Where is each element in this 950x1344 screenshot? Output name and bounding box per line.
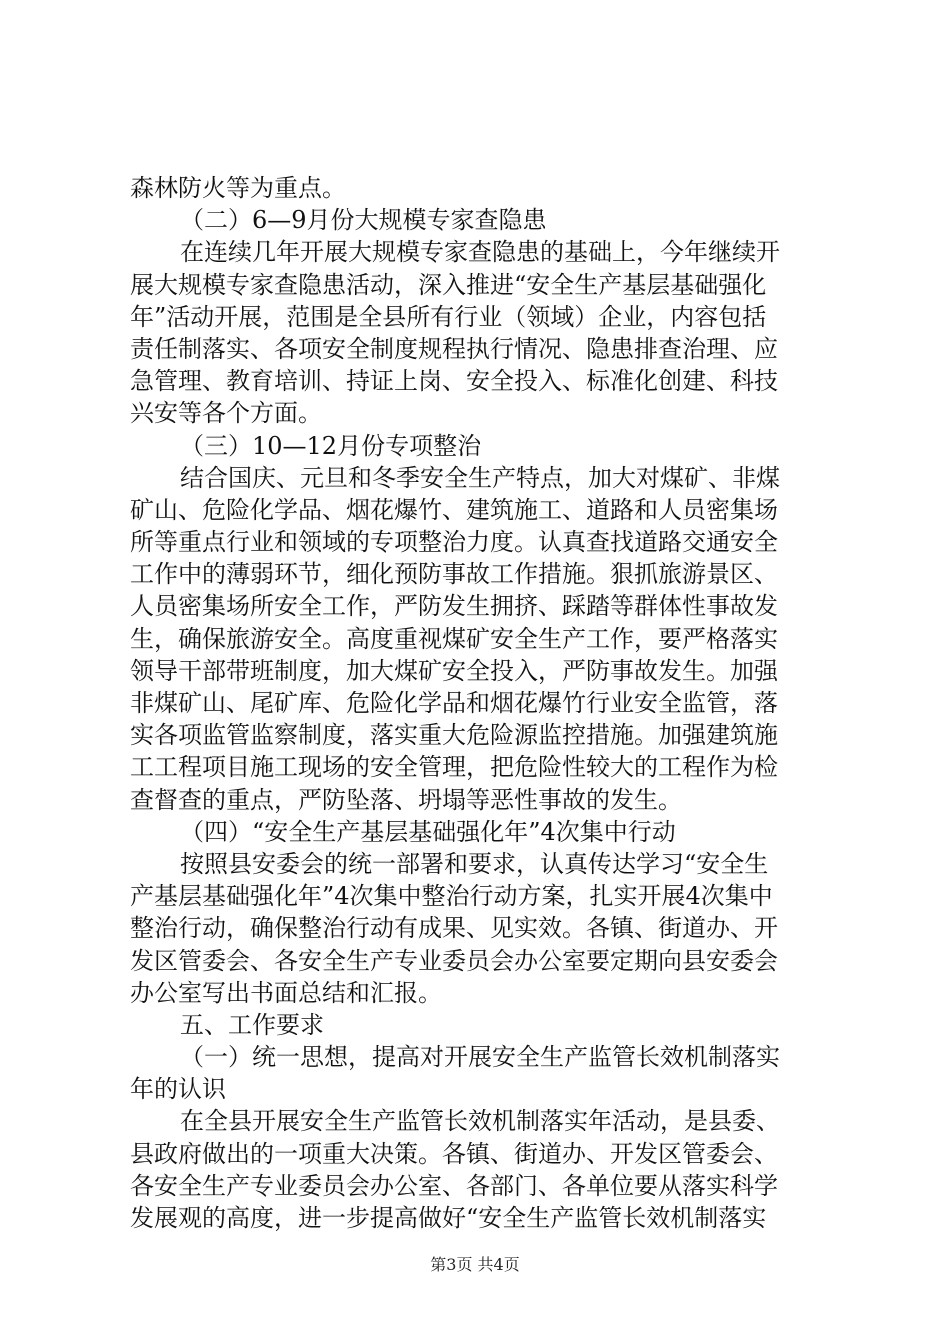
document-body — [130, 172, 830, 1234]
text-line: 急管理、教育培训、持证上岗、安全投入、标准化创建、科技 — [130, 367, 778, 396]
text-line: 工作中的薄弱环节，细化预防事故工作措施。狠抓旅游景区、 — [130, 560, 778, 589]
text-line: （四）“安全生产基层基础强化年”4次集中行动 — [180, 817, 676, 846]
text-line: 五、工作要求 — [180, 1010, 324, 1039]
text-line: 产基层基础强化年”4次集中整治行动方案，扎实开展4次集中 — [130, 882, 773, 911]
text-line: （一）统一思想，提高对开展安全生产监管长效机制落实 — [180, 1043, 780, 1072]
text-line: 展大规模专家查隐患活动，深入推进“安全生产基层基础强化 — [130, 270, 767, 299]
text-line: 兴安等各个方面。 — [130, 399, 322, 428]
text-line: 各安全生产专业委员会办公室、各部门、各单位要从落实科学 — [130, 1171, 778, 1200]
text-line: 矿山、危险化学品、烟花爆竹、建筑施工、道路和人员密集场 — [130, 495, 778, 524]
text-line: 县政府做出的一项重大决策。各镇、街道办、开发区管委会、 — [130, 1139, 778, 1168]
text-line: 办公室写出书面总结和汇报。 — [130, 978, 442, 1007]
text-line: 工工程项目施工现场的安全管理，把危险性较大的工程作为检 — [130, 753, 778, 782]
text-line: 责任制落实、各项安全制度规程执行情况、隐患排查治理、应 — [130, 334, 778, 363]
text-line: 整治行动，确保整治行动有成果、见实效。各镇、街道办、开 — [130, 914, 778, 943]
text-line: 年”活动开展，范围是全县所有行业（领域）企业，内容包括 — [130, 302, 767, 331]
text-line: 发展观的高度，进一步提高做好“安全生产监管长效机制落实 — [130, 1204, 767, 1232]
page-footer: 第3页 共4页 — [430, 1255, 520, 1274]
text-line: 发区管委会、各安全生产专业委员会办公室要定期向县安委会 — [130, 946, 778, 975]
text-line: 结合国庆、元旦和冬季安全生产特点，加大对煤矿、非煤 — [180, 463, 780, 492]
text-line: 非煤矿山、尾矿库、危险化学品和烟花爆竹行业安全监管，落 — [130, 689, 778, 717]
text-line: 在连续几年开展大规模专家查隐患的基础上，今年继续开 — [180, 238, 780, 267]
text-line: 按照县安委会的统一部署和要求，认真传达学习“安全生 — [180, 849, 769, 878]
text-line: 查督查的重点，严防坠落、坍塌等恶性事故的发生。 — [130, 785, 682, 814]
text-line: 所等重点行业和领域的专项整治力度。认真查找道路交通安全 — [130, 528, 778, 557]
text-line: 在全县开展安全生产监管长效机制落实年活动，是县委、 — [180, 1107, 780, 1136]
text-line: 人员密集场所安全工作，严防发生拥挤、踩踏等群体性事故发 — [130, 592, 778, 621]
text-line: 生，确保旅游安全。高度重视煤矿安全生产工作，要严格落实 — [130, 624, 778, 653]
text-line: 实各项监管监察制度，落实重大危险源监控措施。加强建筑施 — [130, 721, 778, 750]
text-line: 森林防火等为重点。 — [130, 174, 346, 202]
text-line: （三）10—12月份专项整治 — [180, 431, 482, 460]
text-line: （二）6—9月份大规模专家查隐患 — [180, 206, 547, 235]
text-line: 年的认识 — [130, 1075, 226, 1104]
text-line: 领导干部带班制度，加大煤矿安全投入，严防事故发生。加强 — [130, 656, 778, 685]
